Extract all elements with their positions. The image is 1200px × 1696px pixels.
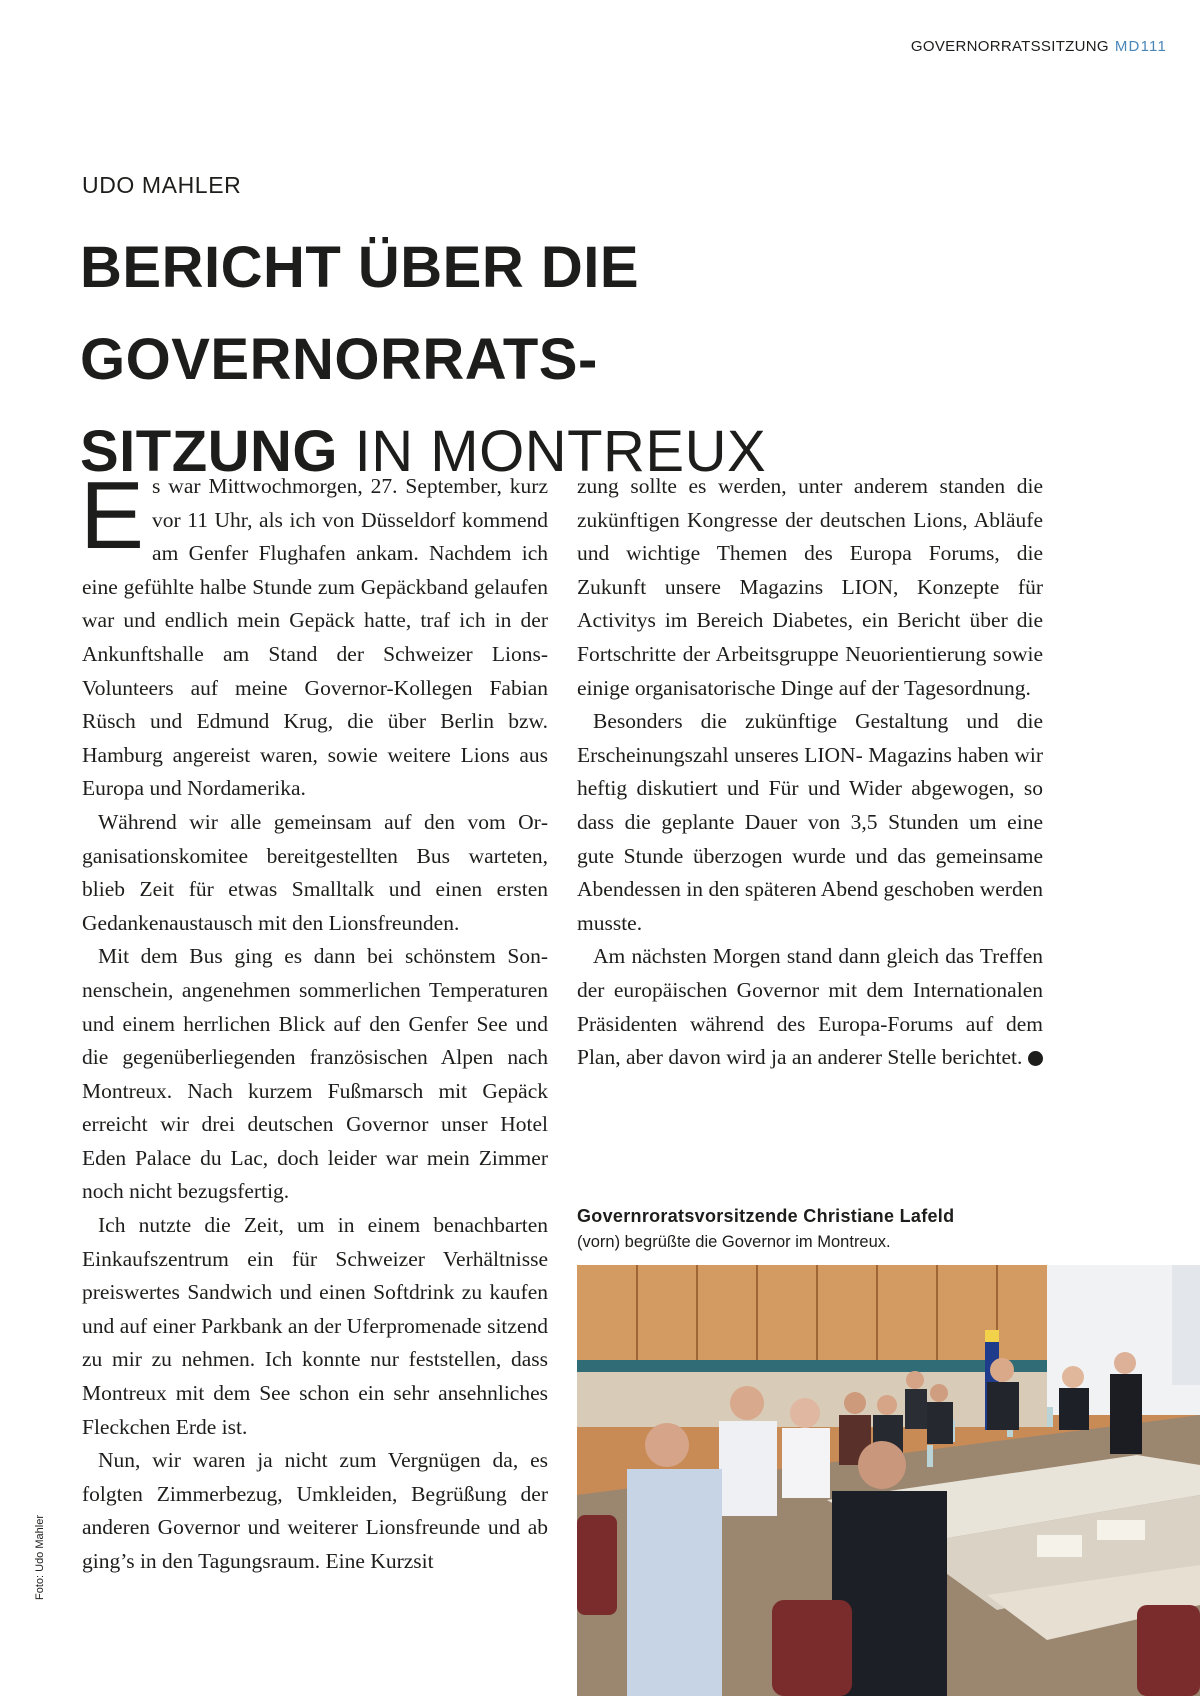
headline-line-1: BERICHT ÜBER DIE GOVERNORRATS- — [80, 235, 640, 392]
photo-credit: Foto: Udo Mahler — [34, 1515, 46, 1600]
paragraph-8-text: Am nächsten Morgen stand dann gleich das Treffen der europäischen Governor mit dem Internationalen Präsidenten während des Europa-Forums auf dem Plan, aber davon wird ja an anderer Stelle berichtet. — [577, 944, 1043, 1070]
section-label: GOVERNORRATSSITZUNG — [910, 38, 1109, 55]
paragraph-5: Nun, wir waren ja nicht zum Vergnügen da, es folgten Zimmerbezug, Umkleiden, Begrüßung der anderen Governor und weiterer Lionsfreunde und ab ging’s in den Tagungsraum. Eine Kurzsit — [82, 1448, 548, 1573]
headline-line-2-bold: SITZUNG — [80, 419, 339, 484]
caption-title: Governroratsvorsitzende Christiane Lafeld — [577, 1206, 955, 1226]
paragraph-1 — [80, 462, 548, 806]
headline-line-2-light: IN MONTREUX — [338, 419, 767, 484]
text-column-left — [80, 462, 548, 1579]
meeting-photo — [577, 1265, 1200, 1696]
caption-text: (vorn) begrüßte die Governor im Montreux. — [577, 1233, 891, 1251]
text-column-right — [577, 470, 1051, 1075]
article-headline — [80, 222, 1140, 498]
paragraph-2: Während wir alle gemeinsam auf den vom Organisationskomitee bereitgestellten Bus warteten, blieb Zeit für etwas Smalltalk und einen ersten Gedankenaustausch mit den Lionsfreunden. — [82, 809, 548, 935]
paragraph-6: zung sollte es werden, unter anderem standen die zukünftigen Kongresse der deutschen Lions, Abläufe und wichtige Themen des Europa Forums, die Zukunft unsere Magazins LION, Konzepte für Activitys im Bereich Diabetes, ein Bericht über die Fortschritte der Arbeitsgruppe Neuorientierung sowie einige organisatorische Dinge auf der Tagesordnung. — [577, 474, 1043, 700]
paragraph-1-text: s war Mittwochmorgen, 27. September, kurz vor 11 Uhr, als ich von Düsseldorf kommend am Genfer Flughafen ankam. Nachdem ich eine gefühlte halbe Stunde zum Gepäckband gelaufen war und endlich mein Gepäck hatte, traf ich in der Ankunftshalle am Stand der Schweizer Lions-Volunteers auf meine Governor-Kollegen Fabian Rüsch und Edmund Krug, die über Berlin bzw. Hamburg angereist waren, sowie weitere Lions aus Europa und Nordamerika. — [82, 474, 548, 801]
district-label: MD111 — [1114, 38, 1167, 55]
drop-cap: E — [80, 462, 145, 569]
paragraph-7: Besonders die zukünftige Gestaltung und die Erscheinungszahl unseres LION- Magazins haben wir heftig diskutiert und Für und Wider abgewogen, so dass die geplante Dauer von 3,5 Stunden um eine gute Stunde überzogen wurde und das gemeinsame Abendessen in den späteren Abend geschoben werden musste. — [577, 709, 1043, 935]
author-name: UDO MAHLER — [82, 172, 242, 198]
paragraph-8 — [577, 940, 1051, 1074]
paragraph-3: Mit dem Bus ging es dann bei schönstem Sonnenschein, angenehmen sommerlichen Temperaturen und einem herrlichen Blick auf den Genfer See und die gegenüberliegenden französischen Alpen nach Montreux. Nach kurzem Fußmarsch mit Gepäck erreicht wir drei deutschen Governor unser Hotel Eden Palace du Lac, doch leider war mein Zimmer noch nicht bezugsfertig. — [82, 944, 548, 1204]
lions-end-mark-icon: L — [1028, 1051, 1043, 1066]
running-head — [911, 38, 1167, 55]
photo-caption — [577, 1203, 1097, 1255]
paragraph-4: Ich nutzte die Zeit, um in einem benachbarten Einkaufszentrum ein für Schweizer Verhältnisse preiswertes Sandwich und einen Softdrink zu kaufen und auf einer Parkbank an der Uferpromenade sitzend zu mir zu nehmen. Ich konnte nur feststellen, dass Montreux mit dem See schon ein sehr ansehnliches Fleckchen Erde ist. — [82, 1213, 548, 1439]
meeting-photo-illustration — [577, 1265, 1200, 1696]
